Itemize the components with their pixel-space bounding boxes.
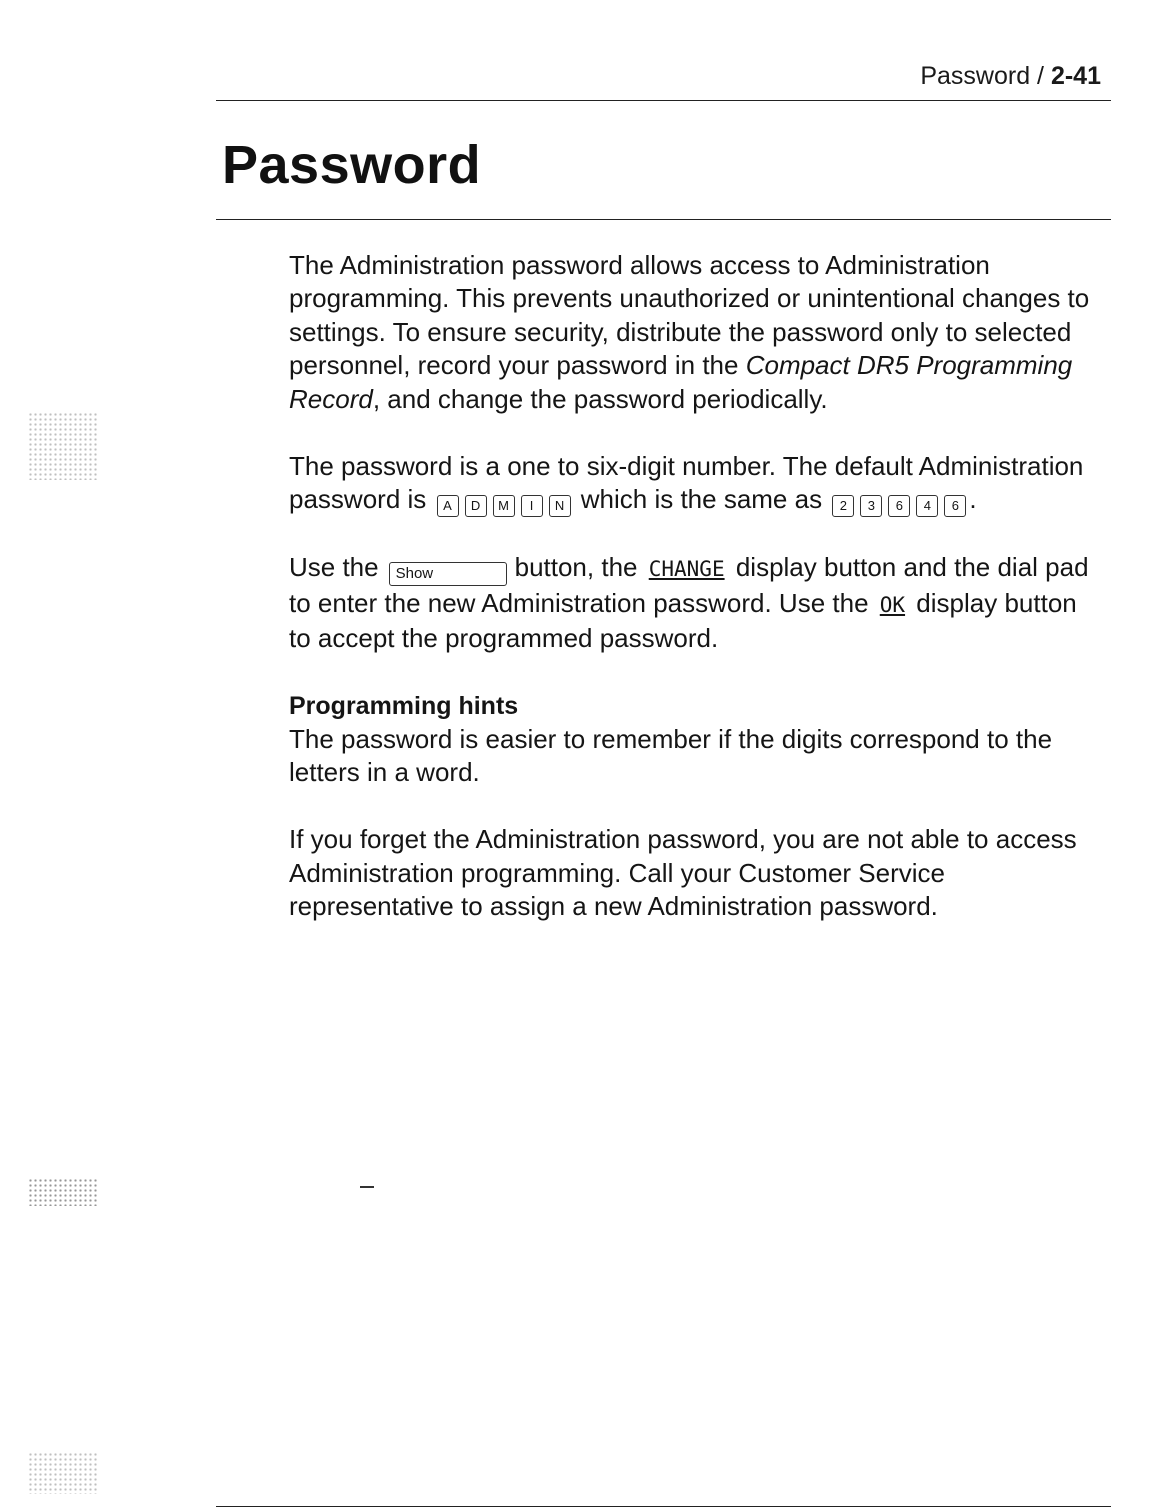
page-number: 2-41 xyxy=(1050,62,1101,90)
instructions-text-2: button, the xyxy=(514,552,638,583)
intro-text-end: , and change the password periodically. xyxy=(372,383,828,414)
default-text: The password is a one to six-digit number. The default Administration password is xyxy=(289,451,1084,515)
hints-heading: Programming hints xyxy=(289,691,519,720)
key-n: N xyxy=(549,495,571,517)
key-3: 3 xyxy=(860,495,882,517)
hints-paragraph-1: The password is easier to remember if the digits correspond to the letters in a word. xyxy=(289,723,1053,788)
running-header xyxy=(920,62,1101,91)
key-i: I xyxy=(521,495,543,517)
instructions-paragraph xyxy=(289,551,1104,655)
title-rule xyxy=(216,219,1111,220)
key-a: A xyxy=(437,495,459,517)
instructions-text-3: display button and the dial pad to enter the new Administration password. Use the xyxy=(289,552,1089,618)
key-m: M xyxy=(493,495,515,517)
default-password-paragraph xyxy=(289,450,1104,517)
intro-text: The Administration password allows access to Administration programming. This prevents unauthorized or unintentional changes to settings. To ensure security, distribute the password only to selected personnel, record your password in the xyxy=(289,250,1090,381)
page-title: Password xyxy=(222,135,482,195)
key-6: 6 xyxy=(888,495,910,517)
ok-display-button: OK xyxy=(879,592,906,617)
body-text xyxy=(289,249,1104,924)
key-6-last: 6 xyxy=(944,495,966,517)
instructions-text-1: Use the xyxy=(289,552,379,583)
scan-speckle xyxy=(28,1452,98,1494)
default-text-end: . xyxy=(969,484,977,515)
change-display-button: CHANGE xyxy=(648,557,725,582)
scan-mark xyxy=(360,1186,374,1188)
intro-paragraph xyxy=(289,249,1104,416)
key-4: 4 xyxy=(916,495,938,517)
scan-speckle xyxy=(28,412,98,480)
key-d: D xyxy=(465,495,487,517)
header-rule xyxy=(216,100,1111,101)
hints-paragraph-2: If you forget the Administration password, you are not able to access Administration programming. Call your Customer Service representative to assign a new Administration password. xyxy=(289,824,1077,922)
record-title: Compact DR5 Programming Record xyxy=(289,350,1073,414)
footer-rule xyxy=(216,1506,1111,1507)
instructions-text-4: display button to accept the programmed password. xyxy=(289,587,1077,654)
key-2: 2 xyxy=(832,495,854,517)
running-header-section: Password / xyxy=(920,62,1051,90)
show-key: Show xyxy=(389,562,507,586)
default-text-middle: which is the same as xyxy=(580,484,823,515)
scan-speckle xyxy=(28,1178,98,1206)
